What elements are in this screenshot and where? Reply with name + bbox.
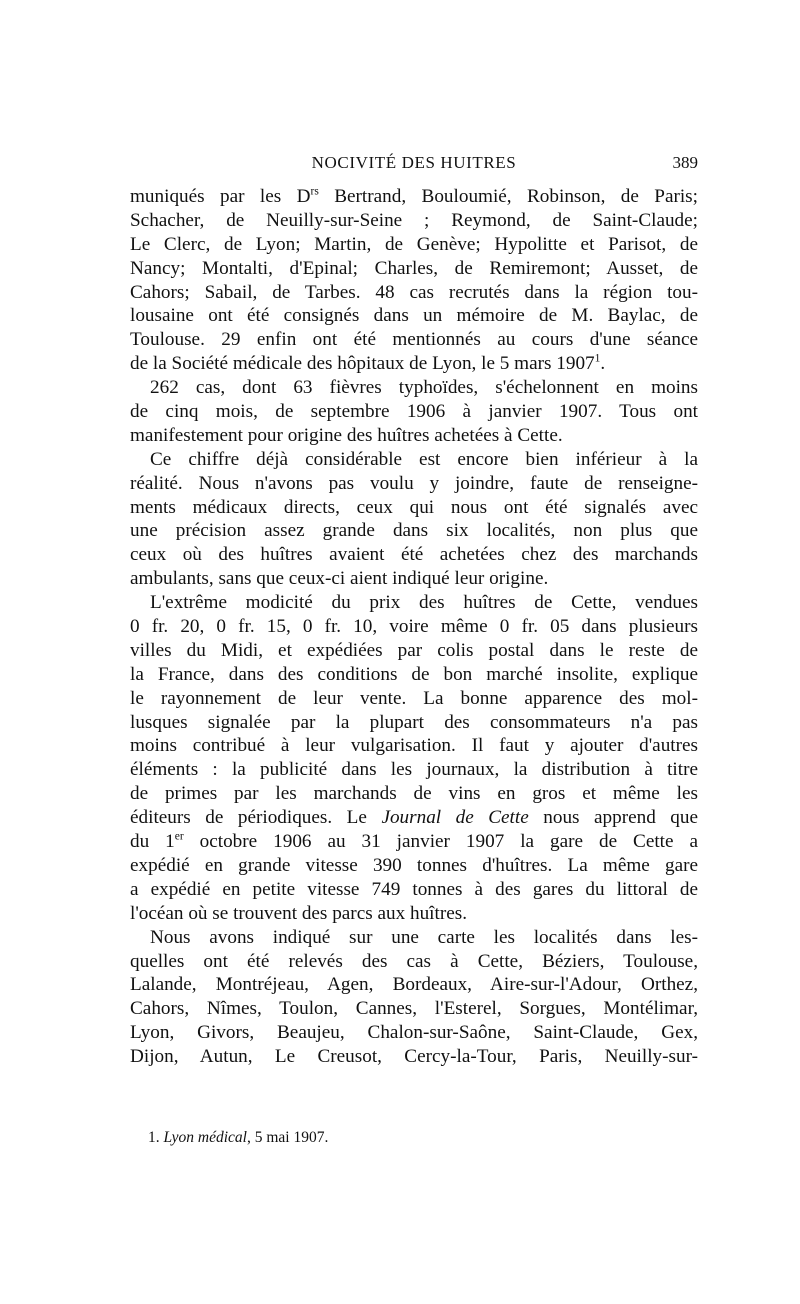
- text-line: quelles ont été relevés des cas à Cette, Béziers, Toulouse,: [130, 950, 698, 972]
- text-line: Dijon, Autun, Le Creusot, Cercy-la-Tour, Paris, Neuilly-sur-: [130, 1046, 698, 1068]
- text-line: Le Clerc, de Lyon; Martin, de Genève; Hypolitte et Parisot, de: [130, 233, 698, 255]
- text-line: du 1er octobre 1906 au 31 janvier 1907 la gare de Cette a: [130, 830, 698, 853]
- footnote-source: Lyon médical: [163, 1129, 247, 1146]
- paragraph-start: Ce chiffre déjà considérable est encore bien inférieur à la: [150, 448, 698, 470]
- text-line: ambulants, sans que ceux-ci aient indiqué leur origine.: [130, 568, 549, 590]
- text-line: éditeurs de périodiques. Le Journal de Cette nous apprend que: [130, 807, 699, 829]
- text-line: éléments : la publicité dans les journaux, la distribution à titre: [130, 759, 698, 781]
- body-text: [130, 185, 698, 1069]
- journal-title: Journal de Cette: [381, 807, 529, 829]
- text-line: Cahors; Sabail, de Tarbes. 48 cas recrutés dans la région tou-: [130, 281, 698, 303]
- text-line: lusques signalée par la plupart des consommateurs n'a pas: [130, 711, 698, 733]
- footnote-marker: 1.: [148, 1129, 160, 1146]
- running-head: [130, 153, 698, 179]
- page-number: 389: [672, 153, 698, 172]
- paragraph-start: 262 cas, dont 63 fièvres typhoïdes, s'échelonnent en moins: [150, 377, 698, 399]
- text-line: Toulouse. 29 enfin ont été mentionnés au cours d'une séance: [130, 329, 698, 351]
- footnote-date: , 5 mai 1907.: [246, 1129, 329, 1146]
- text-line: l'océan où se trouvent des parcs aux huîtres.: [130, 902, 467, 924]
- text-line: a expédié en petite vitesse 749 tonnes à des gares du littoral de: [130, 878, 698, 900]
- text-line: lousaine ont été consignés dans un mémoire de M. Baylac, de: [130, 305, 698, 327]
- text-line: une précision assez grande dans six localités, non plus que: [130, 520, 698, 542]
- text-line: le rayonnement de leur vente. La bonne apparence des mol-: [130, 687, 698, 709]
- text-line: de cinq mois, de septembre 1906 à janvier 1907. Tous ont: [130, 401, 698, 423]
- text-line: 0 fr. 20, 0 fr. 15, 0 fr. 10, voire même 0 fr. 05 dans plusieurs: [130, 616, 698, 638]
- running-title: NOCIVITÉ DES HUITRES: [311, 153, 517, 172]
- text-line: Lyon, Givors, Beaujeu, Chalon-sur-Saône, Saint-Claude, Gex,: [130, 1022, 698, 1044]
- footnote: [148, 1128, 328, 1148]
- paragraph-start: L'extrême modicité du prix des huîtres de Cette, vendues: [150, 592, 698, 614]
- text-line: Lalande, Montréjeau, Agen, Bordeaux, Aire-sur-l'Adour, Orthez,: [130, 974, 698, 996]
- text-line: villes du Midi, et expédiées par colis postal dans le reste de: [130, 639, 698, 661]
- text-line: expédié en grande vitesse 390 tonnes d'huîtres. La même gare: [130, 854, 698, 876]
- text-line: Nancy; Montalti, d'Epinal; Charles, de Remiremont; Ausset, de: [130, 257, 698, 279]
- footnote-reference: 1: [594, 352, 601, 365]
- text-line: la France, dans des conditions de bon marché insolite, explique: [130, 663, 698, 685]
- text-line: muniqués par les $D^{rs}$ Bertrand, Bouloumié, Robinson, de Paris;: [130, 185, 698, 207]
- text-line: ments médicaux directs, ceux qui nous ont été signalés avec: [130, 496, 698, 518]
- text-line: ceux où des huîtres avaient été achetées chez des marchands: [130, 544, 698, 566]
- text-line: moins contribué à leur vulgarisation. Il faut y ajouter d'autres: [130, 735, 698, 757]
- text-line: manifestement pour origine des huîtres achetées à Cette.: [130, 424, 563, 446]
- text-line: réalité. Nous n'avons pas voulu y joindre, faute de renseigne-: [130, 472, 698, 494]
- text-line: de la Société médicale des hôpitaux de Lyon, le 5 mars 1907$^1$.: [130, 352, 606, 375]
- paragraph-start: Nous avons indiqué sur une carte les localités dans les-: [150, 926, 698, 948]
- text-line: Cahors, Nîmes, Toulon, Cannes, l'Esterel, Sorgues, Montélimar,: [130, 998, 698, 1020]
- text-line: de primes par les marchands de vins en gros et même les: [130, 783, 698, 805]
- text-line: Schacher, de Neuilly-sur-Seine ; Reymond, de Saint-Claude;: [130, 209, 698, 231]
